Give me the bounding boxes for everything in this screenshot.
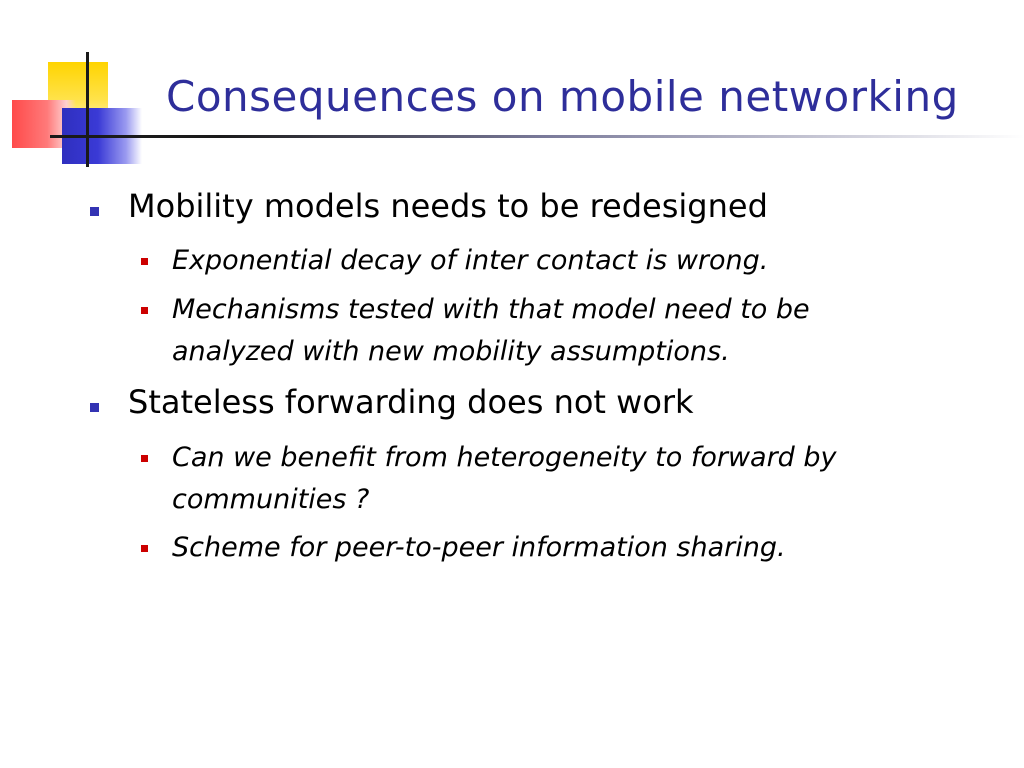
sub-bullet-text: Can we benefit from heterogeneity to forward by	[172, 442, 837, 473]
sub-bullet-text: Exponential decay of inter contact is wrong.	[172, 245, 769, 276]
logo	[0, 0, 170, 175]
sub-bullet-text: Scheme for peer-to-peer information sharing.	[172, 532, 786, 563]
sub-bullet-marker-icon	[141, 545, 148, 552]
slide-title: Consequences on mobile networking	[166, 72, 959, 121]
sub-bullet-text: analyzed with new mobility assumptions.	[172, 336, 730, 367]
bullet-text: Mobility models needs to be redesigned	[128, 187, 768, 225]
sub-bullet-marker-icon	[141, 455, 148, 462]
logo-vertical-line	[86, 52, 89, 167]
bullet-marker-icon	[90, 207, 99, 216]
sub-bullet-text: Mechanisms tested with that model need to be	[172, 294, 810, 325]
logo-horizontal-line	[50, 135, 160, 138]
bullet-marker-icon	[90, 403, 99, 412]
sub-bullet-marker-icon	[141, 307, 148, 314]
sub-bullet-text: communities ?	[172, 484, 370, 515]
sub-bullet-marker-icon	[141, 258, 148, 265]
title-rule	[150, 135, 1024, 138]
bullet-text: Stateless forwarding does not work	[128, 383, 694, 421]
